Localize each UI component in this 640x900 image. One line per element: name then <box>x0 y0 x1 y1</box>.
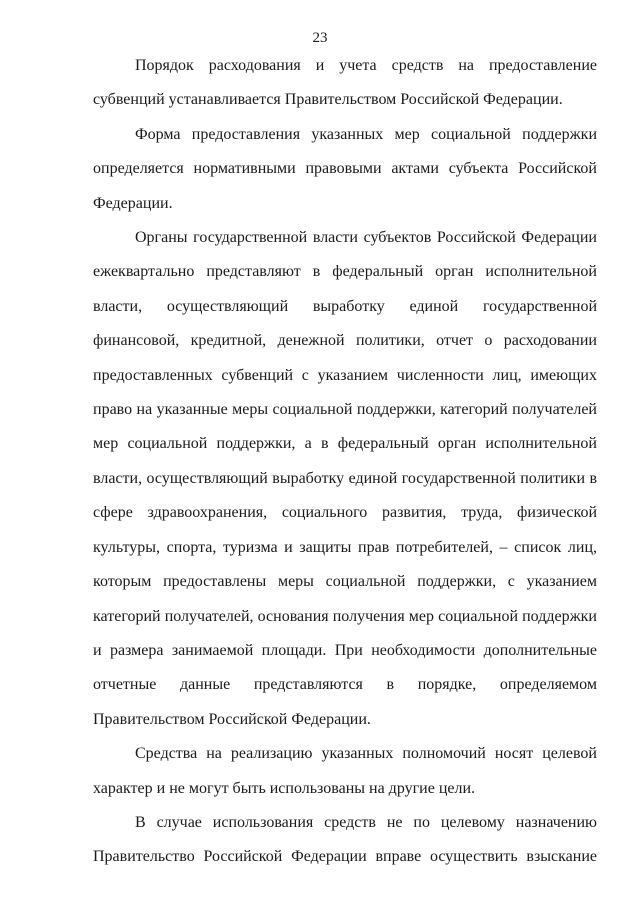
paragraph-misuse-recovery: В случае использования средств не по целевому назначению Правительство Российской Федерации вправе осуществить взыскание <box>93 813 597 866</box>
paragraph-support-form: Форма предоставления указанных мер социальной поддержки определяется нормативными правовыми актами субъекта Российской Федерации. <box>93 125 597 212</box>
paragraph-subvention-procedure: Порядок расходования и учета средств на предоставление субвенций устанавливается Правительством Российской Федерации. <box>93 57 597 109</box>
paragraph-quarterly-reporting: Органы государственной власти субъектов Российской Федерации ежеквартально представляют в федеральный орган исполнительной власти, осуществляющий выработку единой государственной финансовой, кредитной, денежной политики, отчет о расходовании предоставленных субвенций с указанием численности лиц, имеющих право на указанные меры социальной поддержки, категорий получателей мер социальной поддержки, а в федеральный орган исполнительной власти, осуществляющий выработку единой государственной политики в сфере здравоохранения, социального развития, труда, физической культуры, спорта, туризма и защиты прав потребителей, – список лиц, которым предоставлены меры социальной поддержки, с указанием категорий получателей, основания получения мер социальной поддержки и размера занимаемой площади. При необходимости дополнительные отчетные данные представляются в порядке, определяемом Правительством Российской Федерации. <box>93 229 597 728</box>
document-body <box>93 49 597 875</box>
page-number: 23 <box>312 30 328 46</box>
paragraph-target-purpose: Средства на реализацию указанных полномочий носят целевой характер и не могут быть использованы на другие цели. <box>93 745 597 797</box>
